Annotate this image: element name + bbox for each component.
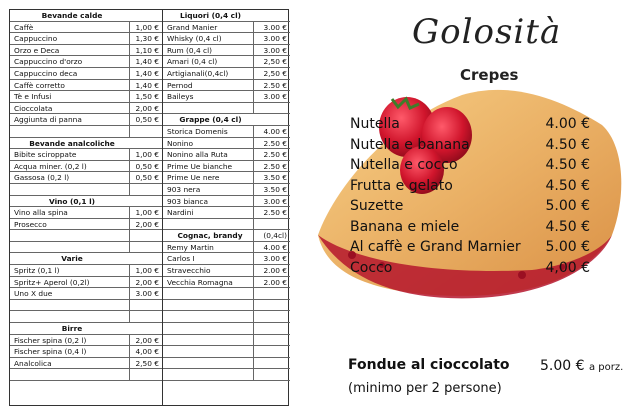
price-row xyxy=(163,80,290,92)
crepe-price: 5.00 € xyxy=(545,239,590,255)
item-name: Liquori (0,4 cl) xyxy=(180,11,241,20)
section-header-row xyxy=(163,114,290,126)
item-price: 2.50 € xyxy=(263,161,287,171)
crepe-price: 4.50 € xyxy=(545,218,590,235)
item-price xyxy=(130,323,162,334)
item-price: 4.00 € xyxy=(263,242,287,252)
item-name: Rum (0,4 cl) xyxy=(163,45,254,56)
item-name: 903 bianca xyxy=(163,196,254,207)
price-row xyxy=(163,288,290,300)
crepe-price: 4.50 € xyxy=(545,136,590,153)
price-row xyxy=(163,161,290,173)
item-name xyxy=(10,126,130,137)
price-row xyxy=(10,56,162,68)
price-row xyxy=(10,219,162,231)
item-name: Cappuccino xyxy=(10,33,130,44)
price-row xyxy=(163,277,290,289)
item-price: 1,30 € xyxy=(135,34,159,44)
fondue-name: Fondue al cioccolato xyxy=(348,357,510,373)
item-name: Carlos I xyxy=(163,253,254,264)
item-price xyxy=(130,300,162,311)
item-name: Tè e Infusi xyxy=(10,91,130,102)
item-name: Nonino alla Ruta xyxy=(163,149,254,160)
price-row xyxy=(163,138,290,150)
drinks-column-left xyxy=(10,10,163,405)
drinks-column-right xyxy=(163,10,290,405)
item-name: Spritz (0,1 l) xyxy=(10,265,130,276)
price-row xyxy=(10,369,162,381)
item-price: 3.50 € xyxy=(263,173,287,183)
price-row xyxy=(163,184,290,196)
crepe-name: Suzette xyxy=(350,198,404,214)
item-name xyxy=(163,219,254,230)
item-price xyxy=(130,311,162,322)
item-price xyxy=(130,369,162,380)
item-price: 2.50 € xyxy=(263,80,287,90)
item-name: Baileys xyxy=(163,91,254,102)
item-price: 3.00 € xyxy=(263,92,287,102)
price-row xyxy=(10,80,162,92)
price-row xyxy=(163,265,290,277)
item-name xyxy=(163,335,254,346)
item-name xyxy=(163,323,254,334)
fondue-price-line xyxy=(540,358,623,374)
item-name: Nonino xyxy=(163,138,254,149)
fondue-unit: a porz. xyxy=(588,362,624,373)
section-header-row xyxy=(163,230,290,242)
item-name: Prime Ue bianche xyxy=(163,161,254,172)
item-name: Gassosa (0,2 l) xyxy=(10,172,130,183)
price-row xyxy=(10,242,162,254)
item-name xyxy=(10,300,130,311)
price-row xyxy=(163,335,290,347)
item-price: 3.00 € xyxy=(263,196,287,206)
item-price xyxy=(254,10,290,21)
price-row xyxy=(163,346,290,358)
item-price xyxy=(130,184,162,195)
fondue-price: 5.00 € xyxy=(540,358,585,374)
item-price: 2.50 € xyxy=(263,150,287,160)
item-name: Stravecchio xyxy=(163,265,254,276)
item-name: Vecchia Romagna xyxy=(163,277,254,288)
price-row xyxy=(10,311,162,323)
item-name xyxy=(163,369,254,380)
item-name: Vino (0,1 l) xyxy=(49,196,95,206)
price-row xyxy=(163,103,290,115)
item-name: Fischer spina (0,2 l) xyxy=(10,335,130,346)
price-row xyxy=(163,253,290,265)
item-price: 2.00 € xyxy=(263,266,287,276)
item-price xyxy=(130,126,162,137)
item-name xyxy=(163,311,254,322)
crepe-price: 5.00 € xyxy=(545,198,590,214)
price-row xyxy=(163,242,290,254)
price-row xyxy=(10,335,162,347)
price-row xyxy=(10,172,162,184)
item-name: Acqua miner. (0,2 l) xyxy=(10,161,130,172)
crepe-item xyxy=(350,178,602,198)
item-name xyxy=(163,300,254,311)
item-name xyxy=(163,358,254,369)
item-price: 4,00 € xyxy=(135,347,159,357)
crepe-name: Nutella e banana xyxy=(350,136,470,153)
item-price: 2,50 € xyxy=(263,68,287,78)
item-price xyxy=(254,323,290,334)
item-name: 903 nera xyxy=(163,184,254,195)
item-name: Aggiunta di panna xyxy=(10,114,130,125)
price-row xyxy=(163,207,290,219)
price-row xyxy=(163,91,290,103)
item-name: Analcolica xyxy=(10,358,130,369)
section-title-crepes: Crepes xyxy=(460,66,519,84)
item-price: 1,40 € xyxy=(135,80,159,90)
item-price xyxy=(254,311,290,322)
item-price xyxy=(254,346,290,357)
item-name: Pernod xyxy=(163,80,254,91)
item-price: 0,50 € xyxy=(135,115,159,125)
price-row xyxy=(163,358,290,370)
item-name xyxy=(10,369,130,380)
item-price: 2,50 € xyxy=(135,358,159,368)
item-name: Cappuccino deca xyxy=(10,68,130,79)
item-name: Bibite sciroppate xyxy=(10,149,130,160)
item-price xyxy=(254,103,290,114)
item-price: 3.00 € xyxy=(263,45,287,55)
item-price: 3.00 € xyxy=(263,34,287,44)
price-row xyxy=(10,22,162,34)
item-price: 1,00 € xyxy=(135,266,159,276)
item-name: Cognac, brandy xyxy=(163,230,254,241)
crepe-price: 4,00 € xyxy=(545,259,590,276)
item-name: Grappe (0,4 cl) xyxy=(179,115,242,125)
item-price: 2.00 € xyxy=(263,277,287,287)
section-header-row xyxy=(10,10,162,22)
price-row xyxy=(163,126,290,138)
item-price: 0,50 € xyxy=(135,161,159,171)
item-price: 4.00 € xyxy=(263,126,287,136)
price-row xyxy=(10,358,162,370)
crepe-item xyxy=(350,116,602,136)
item-price: 1,00 € xyxy=(135,208,159,218)
item-name: Caffè xyxy=(10,22,130,33)
price-row xyxy=(10,45,162,57)
item-price: 1,00 € xyxy=(135,22,159,32)
crepe-name: Nutella e cocco xyxy=(350,157,458,173)
item-price xyxy=(254,335,290,346)
item-price: 2,00 € xyxy=(135,277,159,287)
section-header-row xyxy=(10,323,162,335)
item-price: 1,50 € xyxy=(135,92,159,102)
item-price: 2.50 € xyxy=(263,138,287,148)
item-price xyxy=(130,10,162,21)
item-name: Orzo e Deca xyxy=(10,45,130,56)
drinks-price-table xyxy=(9,9,289,406)
fondue-note: (minimo per 2 persone) xyxy=(348,381,502,396)
price-row xyxy=(163,196,290,208)
crepe-item xyxy=(350,198,602,218)
price-row xyxy=(163,300,290,312)
item-price xyxy=(254,288,290,299)
item-price: 0,50 € xyxy=(135,173,159,183)
price-row xyxy=(163,22,290,34)
price-row xyxy=(10,161,162,173)
page-title: Golosità xyxy=(412,12,562,52)
item-price xyxy=(130,196,162,207)
item-name xyxy=(10,311,130,322)
price-row xyxy=(163,33,290,45)
price-row xyxy=(10,149,162,161)
item-price: 1,10 € xyxy=(135,45,159,55)
item-name: Bevande analcoliche xyxy=(29,138,115,148)
section-header-row xyxy=(10,253,162,265)
item-name: Fischer spina (0,4 l) xyxy=(10,346,130,357)
price-row xyxy=(10,300,162,312)
item-name: Prosecco xyxy=(10,219,130,230)
item-price: 3.00 € xyxy=(135,289,159,299)
price-row xyxy=(163,323,290,335)
crepe-name: Banana e miele xyxy=(350,218,460,235)
price-row xyxy=(163,68,290,80)
item-price xyxy=(130,138,162,149)
item-name: Whisky (0,4 cl) xyxy=(163,33,254,44)
item-name xyxy=(163,103,254,114)
item-name: Birre xyxy=(61,324,83,334)
item-name: Remy Martin xyxy=(163,242,254,253)
crepe-name: Cocco xyxy=(350,259,393,276)
price-row xyxy=(10,265,162,277)
item-name: Vino alla spina xyxy=(10,207,130,218)
price-row xyxy=(163,369,290,381)
item-price: (0,4cl) xyxy=(263,231,287,241)
item-name: Amari (0,4 cl) xyxy=(163,56,254,67)
price-row xyxy=(10,91,162,103)
item-price: 1,40 € xyxy=(135,57,159,67)
item-price xyxy=(130,242,162,253)
crepe-item xyxy=(350,137,602,157)
price-row xyxy=(163,172,290,184)
item-price: 2,00 € xyxy=(135,103,159,113)
price-row xyxy=(10,33,162,45)
item-price: 3.00 € xyxy=(263,22,287,32)
section-header-row xyxy=(10,196,162,208)
crepe-name: Al caffè e Grand Marnier xyxy=(350,239,521,255)
crepe-item xyxy=(350,260,602,280)
price-row xyxy=(10,277,162,289)
item-name: Grand Manier xyxy=(163,22,254,33)
item-price: 2.50 € xyxy=(263,208,287,218)
crepe-item xyxy=(350,219,602,239)
price-row xyxy=(163,56,290,68)
item-price: 3.00 € xyxy=(263,254,287,264)
item-name: Cappuccino d'orzo xyxy=(10,56,130,67)
item-price: 1,00 € xyxy=(135,150,159,160)
price-row xyxy=(163,219,290,231)
item-name xyxy=(10,230,130,241)
item-price xyxy=(254,219,290,230)
price-row xyxy=(10,68,162,80)
item-price: 2,50 € xyxy=(263,57,287,67)
price-row xyxy=(10,114,162,126)
item-name: Bevande calde xyxy=(41,11,103,20)
item-name: Varie xyxy=(61,254,83,264)
crepe-name: Nutella xyxy=(350,116,400,132)
item-price xyxy=(254,114,290,125)
item-name: Storica Domenis xyxy=(163,126,254,137)
item-name: Cioccolata xyxy=(10,103,130,114)
item-name: Caffè corretto xyxy=(10,80,130,91)
price-row xyxy=(10,230,162,242)
item-price xyxy=(130,230,162,241)
item-name: Spritz+ Aperol (0,2l) xyxy=(10,277,130,288)
item-name xyxy=(10,242,130,253)
item-name: Nardini xyxy=(163,207,254,218)
item-name xyxy=(163,346,254,357)
item-price xyxy=(254,300,290,311)
item-price: 2,00 € xyxy=(135,219,159,229)
price-row xyxy=(163,149,290,161)
section-header-row xyxy=(10,138,162,150)
crepe-name: Frutta e gelato xyxy=(350,177,453,194)
price-row xyxy=(10,126,162,138)
item-price: 2,00 € xyxy=(135,335,159,345)
section-header-row xyxy=(163,10,290,22)
item-price: 1,40 € xyxy=(135,68,159,78)
crepe-price: 4.50 € xyxy=(545,157,590,173)
item-price xyxy=(254,369,290,380)
item-name: Artigianali(0,4cl) xyxy=(163,68,254,79)
crepe-price: 4.50 € xyxy=(545,177,590,194)
item-name xyxy=(10,184,130,195)
price-row xyxy=(10,288,162,300)
price-row xyxy=(10,184,162,196)
crepe-item xyxy=(350,157,602,177)
item-price xyxy=(130,253,162,264)
crepe-price: 4.00 € xyxy=(545,116,590,132)
price-row xyxy=(163,311,290,323)
price-row xyxy=(163,45,290,57)
item-price: 3.50 € xyxy=(263,184,287,194)
crepe-item xyxy=(350,239,602,259)
price-row xyxy=(10,207,162,219)
price-row xyxy=(10,346,162,358)
item-name: Prime Ue nere xyxy=(163,172,254,183)
item-name: Uno X due xyxy=(10,288,130,299)
item-name xyxy=(163,288,254,299)
item-price xyxy=(254,358,290,369)
price-row xyxy=(10,103,162,115)
